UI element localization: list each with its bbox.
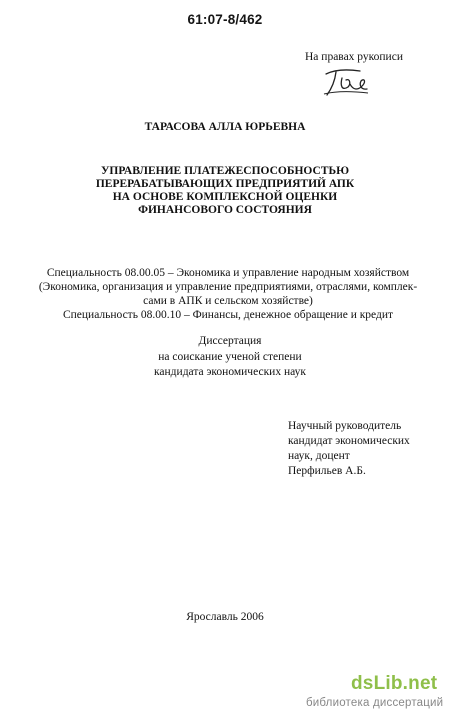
archive-stamp: 61:07-8/462 [187, 12, 263, 27]
dissertation-degree-block [150, 334, 310, 381]
degree-line: Диссертация [198, 335, 262, 347]
watermark-subtitle: библиотека диссертаций [306, 697, 444, 709]
rights-note: На правах рукописи [305, 51, 403, 63]
supervisor-line: Научный руководитель [288, 420, 402, 432]
specialty-line: Специальность 08.00.05 – Экономика и управление народным хозяйством [46, 267, 410, 279]
title-line: УПРАВЛЕНИЕ ПЛАТЕЖЕСПОСОБНОСТЬЮ [100, 165, 350, 177]
supervisor-block [288, 419, 410, 479]
dissertation-title [0, 165, 450, 217]
watermark-logo: dsLib.net [351, 673, 438, 694]
specialty-line: Специальность 08.00.10 – Финансы, денежное обращение и кредит [62, 309, 394, 321]
handwritten-signature [320, 64, 372, 100]
degree-line: кандидата экономических наук [154, 366, 306, 378]
title-line: НА ОСНОВЕ КОМПЛЕКСНОЙ ОЦЕНКИ [112, 191, 338, 203]
supervisor-line: кандидат экономических [288, 435, 410, 447]
specialty-line: сами в АПК и сельском хозяйстве) [143, 295, 313, 307]
specialty-line: (Экономика, организация и управление предприятиями, отраслями, комплек- [38, 281, 418, 293]
supervisor-line: Перфильев А.Б. [288, 465, 366, 477]
supervisor-line: наук, доцент [288, 450, 350, 462]
author-name: ТАРАСОВА АЛЛА ЮРЬЕВНА [144, 121, 306, 133]
specialty-block [28, 266, 428, 322]
city-year: Ярославль 2006 [186, 611, 264, 623]
degree-line: на соискание ученой степени [158, 350, 302, 363]
title-line: ФИНАНСОВОГО СОСТОЯНИЯ [138, 204, 312, 216]
title-line: ПЕРЕРАБАТЫВАЮЩИХ ПРЕДПРИЯТИЙ АПК [95, 178, 355, 190]
